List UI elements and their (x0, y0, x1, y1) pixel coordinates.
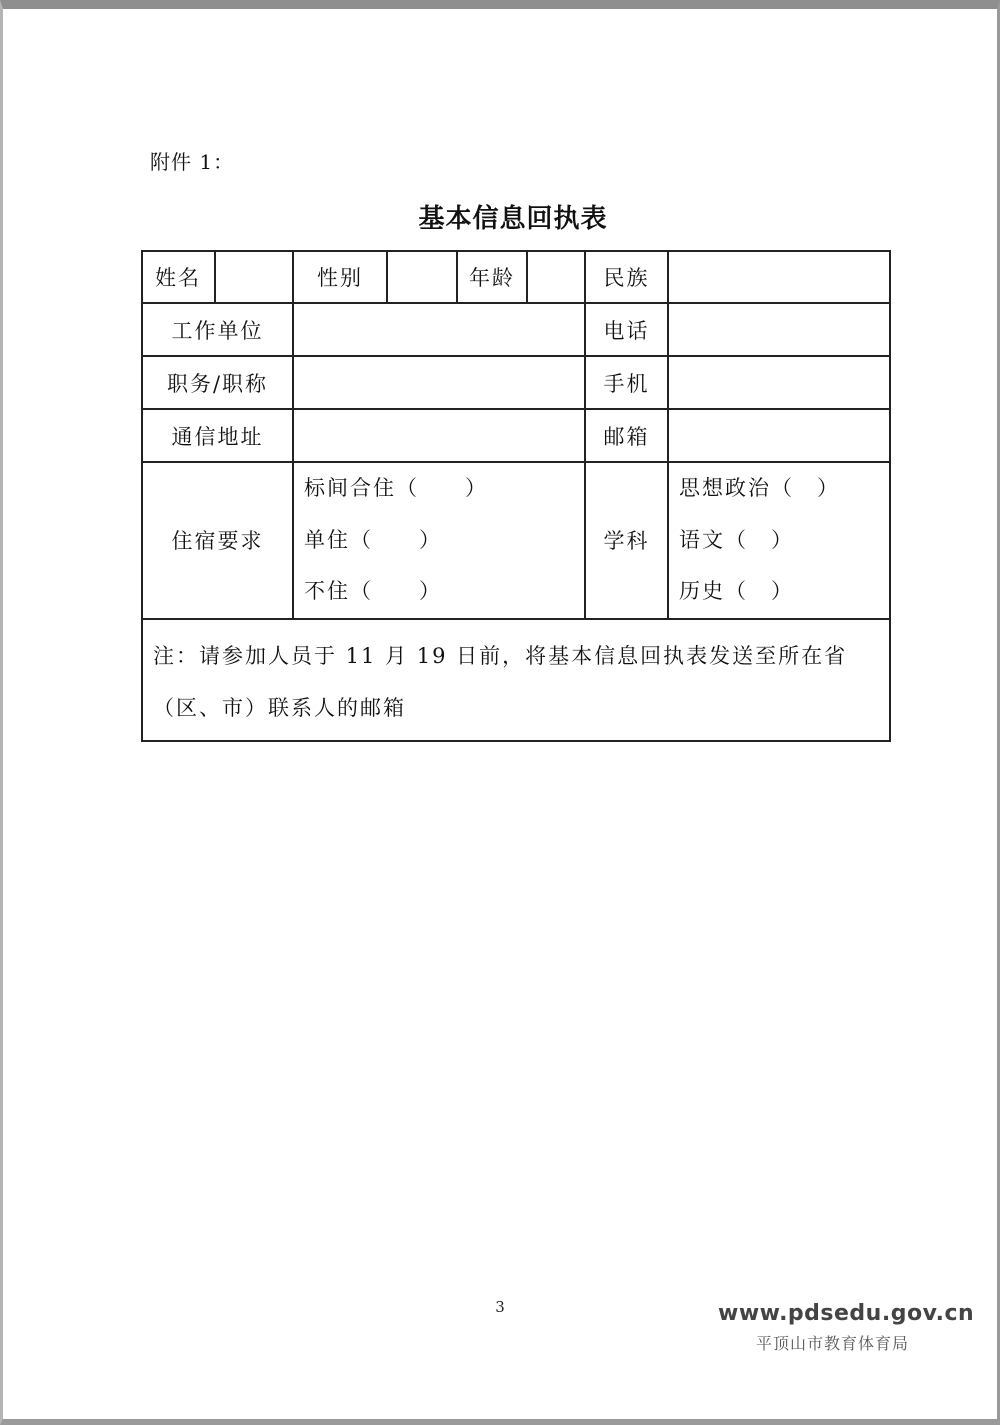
form-row-position (142, 356, 890, 409)
mobile-field[interactable] (668, 356, 890, 409)
form-row-note (142, 619, 890, 741)
page-number: 3 (495, 1298, 505, 1316)
name-label: 姓名 (142, 251, 215, 303)
lodging-option-none[interactable]: 不住（ ） (304, 579, 442, 603)
watermark-url: www.pdsedu.gov.cn (718, 1301, 975, 1326)
mobile-label: 手机 (585, 356, 668, 409)
position-field[interactable] (293, 356, 585, 409)
form-title: 基本信息回执表 (418, 204, 608, 234)
address-label: 通信地址 (142, 409, 293, 462)
subject-option-politics[interactable]: 思想政治（ ） (679, 476, 840, 500)
form-note: 注：请参加人员于 11 月 19 日前，将基本信息回执表发送至所在省（区、市）联系人的邮箱 (142, 619, 890, 741)
gender-label: 性别 (293, 251, 387, 303)
form-row-lodging (142, 462, 890, 619)
workplace-label: 工作单位 (142, 303, 293, 356)
subject-options (668, 462, 890, 619)
lodging-option-shared[interactable]: 标间合住（ ） (304, 476, 488, 500)
phone-label: 电话 (585, 303, 668, 356)
form-row-workplace (142, 303, 890, 356)
gender-field[interactable] (387, 251, 457, 303)
position-label: 职务/职称 (142, 356, 293, 409)
subject-label: 学科 (585, 462, 668, 619)
workplace-field[interactable] (293, 303, 585, 356)
name-field[interactable] (215, 251, 293, 303)
address-field[interactable] (293, 409, 585, 462)
info-form-table (141, 250, 891, 742)
age-field[interactable] (527, 251, 585, 303)
email-label: 邮箱 (585, 409, 668, 462)
subject-option-chinese[interactable]: 语文（ ） (679, 527, 794, 552)
form-row-basic (142, 251, 890, 303)
attachment-label: 附件 1： (150, 150, 235, 174)
form-row-address (142, 409, 890, 462)
ethnicity-label: 民族 (585, 251, 668, 303)
lodging-options (293, 462, 585, 619)
watermark-org: 平顶山市教育体育局 (756, 1334, 910, 1353)
lodging-option-single[interactable]: 单住（ ） (304, 527, 442, 552)
ethnicity-field[interactable] (668, 251, 890, 303)
age-label: 年龄 (457, 251, 527, 303)
subject-option-history[interactable]: 历史（ ） (679, 579, 794, 603)
phone-field[interactable] (668, 303, 890, 356)
email-field[interactable] (668, 409, 890, 462)
lodging-label: 住宿要求 (142, 462, 293, 619)
